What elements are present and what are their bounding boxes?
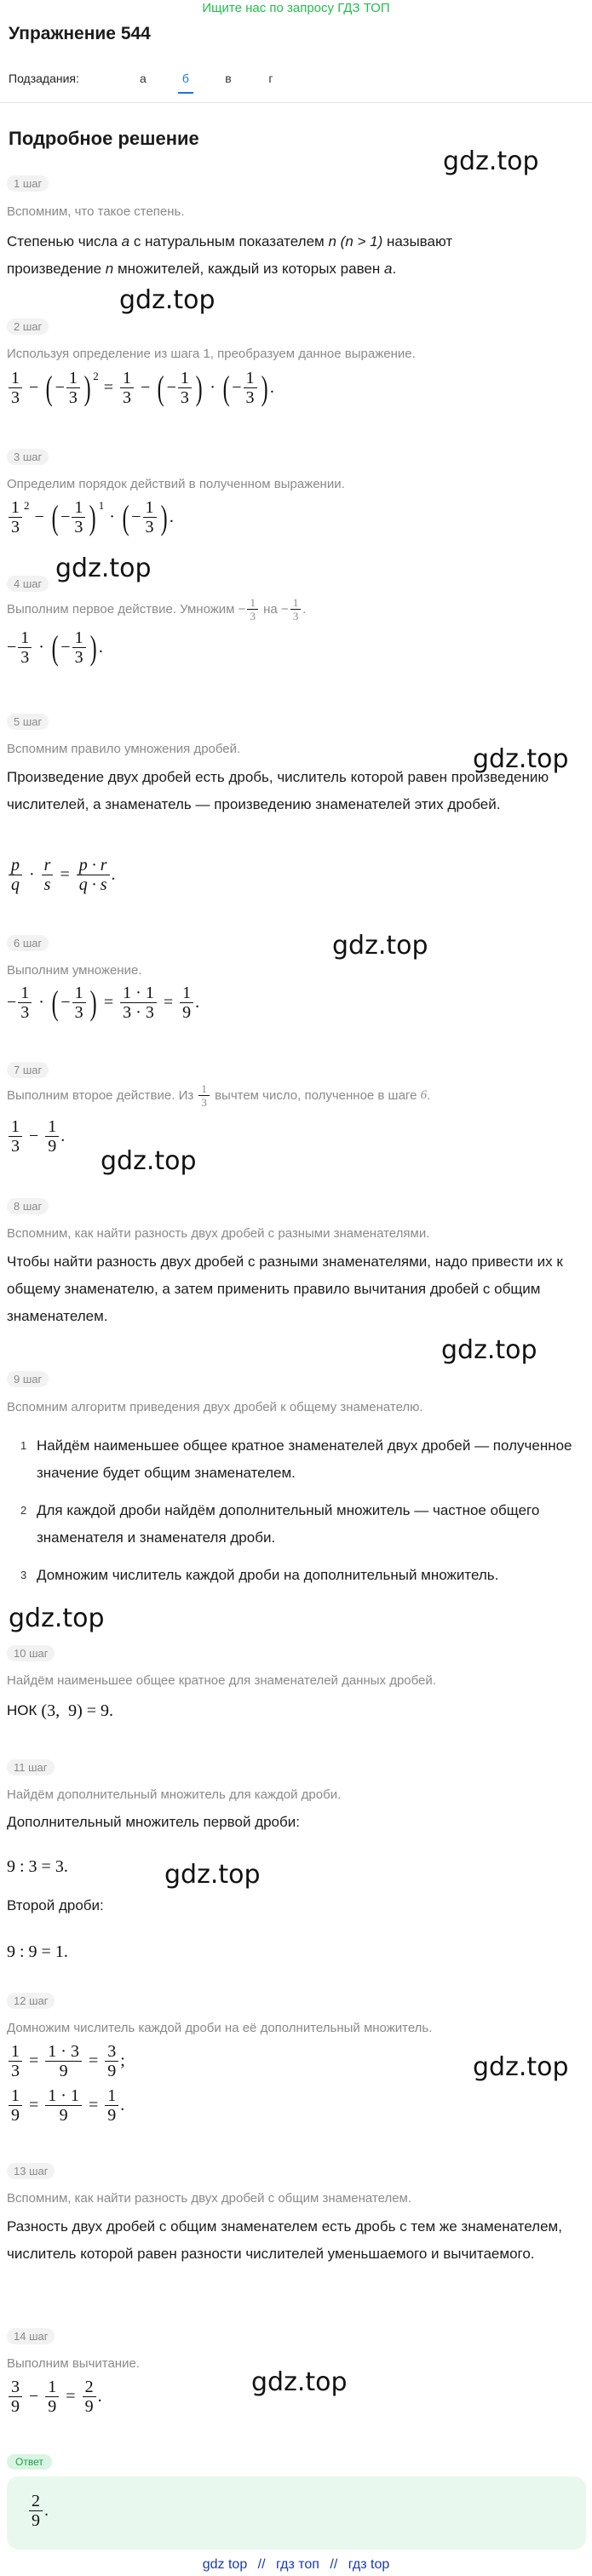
step-text: Дополнительный множитель первой дроби: [7, 1814, 300, 1830]
step-badge: 8 шаг [7, 1198, 49, 1214]
list-item: 3 Домножим числитель каждой дроби на дополнительный множитель. [20, 1567, 499, 1583]
formula: 1 3 − $\frac{1}{9}$ . [7, 1117, 65, 1156]
search-banner[interactable]: Ищите нас по запросу ГДЗ ТОП [202, 1, 390, 15]
formula: − 1 3 · ( − 1 3 ) . [7, 628, 103, 667]
answer-formula: 2 9 . [27, 2492, 49, 2530]
footer-link[interactable]: гдз top [348, 2557, 390, 2572]
footer-separator: // [257, 2557, 266, 2572]
step-badge: 10 шаг [7, 1645, 55, 1661]
step-hint: Вспомним правило умножения дробей. [7, 742, 241, 756]
watermark: gdz.top [473, 744, 569, 774]
step-hint: Выполним вычитание. [7, 2356, 140, 2371]
tab-b[interactable]: б [164, 72, 207, 85]
tab-g[interactable]: г [268, 72, 273, 85]
step-badge: 12 шаг [7, 1993, 55, 2009]
formula: 9 : 9 = 1. [7, 1942, 68, 1961]
formula: $\frac{1}{3}$ = $\frac{1 \cdot 3}{9}$ = $\frac{3}{9}$ ; [7, 2042, 125, 2080]
list-item: 2 Для каждой дроби найдём дополнительный множитель — частное общего знаменателя и знаменателя дроби. [20, 1502, 540, 1546]
watermark: gdz.top [251, 2367, 348, 2397]
divider [0, 102, 592, 103]
step-hint: Выполним второе действие. Из 1 3 вычтем число, полученное в шаге 6 . [7, 1082, 431, 1109]
step-badge: 9 шаг [7, 1371, 49, 1387]
step-hint: Определим порядок действий в полученном выражении. [7, 477, 345, 491]
subtasks-label: Подзадания: [9, 72, 79, 85]
step-badge: 5 шаг [7, 714, 49, 730]
step-hint: Вспомним, как найти разность двух дробей с разными знаменателями. [7, 1226, 430, 1241]
watermark: gdz.top [443, 146, 539, 176]
formula: − 1 3 · ( − 1 3 ) = $\frac{1 \cdot 1}{3 \cdot 3}$ = $\frac{1}{9}$ . [7, 983, 200, 1022]
tab-a[interactable]: а [140, 72, 147, 85]
step-hint: Используя определение из шага 1, преобразуем данное выражение. [7, 347, 416, 361]
step-hint: Найдём дополнительный множитель для каждой дроби. [7, 1787, 342, 1802]
watermark: gdz.top [164, 1860, 261, 1890]
step-hint: Найдём наименьшее общее кратное для знаменателей данных дробей. [7, 1673, 436, 1688]
watermark: gdz.top [9, 1604, 105, 1633]
step-badge: 7 шаг [7, 1062, 49, 1078]
step-hint: Вспомним, как найти разность двух дробей с общим знаменателем. [7, 2191, 412, 2206]
step-hint: Выполним умножение. [7, 963, 142, 978]
step-badge: 2 шаг [7, 318, 49, 335]
step-badge: 4 шаг [7, 576, 49, 592]
watermark: gdz.top [332, 931, 428, 961]
step-badge: 13 шаг [7, 2163, 55, 2179]
formula: 1 3 2 − ( − 1 3 ) 1 · ( − 1 3 ) . [7, 498, 174, 536]
footer-links [0, 2557, 592, 2573]
list-item: 1 Найдём наименьшее общее кратное знаменателей двух дробей — полученное значение будет общим знаменателем. [20, 1437, 572, 1481]
watermark: gdz.top [119, 285, 216, 315]
step-text: Степенью числа a с натуральным показателем n (n > 1) называют произведение n множителей, каждый из которых равен a. [7, 233, 453, 277]
step-badge: 11 шаг [7, 1759, 55, 1776]
step-text: Чтобы найти разность двух дробей с разными знаменателями, надо привести их к общему знаменателю, а затем применить правило вычитания дробей с общим знаменателем. [7, 1254, 563, 1324]
step-text: Разность двух дробей с общим знаменателем есть дробь с тем же знаменателем, числитель которой равен разности числителей уменьшаемого и вычитаемого. [7, 2218, 562, 2262]
step-badge: 1 шаг [7, 175, 49, 192]
step-hint: Выполним первое действие. Умножим − 1 3 на − 1 3 . [7, 596, 307, 622]
watermark: gdz.top [473, 2052, 569, 2082]
step-badge: 6 шаг [7, 935, 49, 951]
answer-label: Ответ [7, 2454, 52, 2470]
step-hint: Домножим числитель каждой дроби на её дополнительный множитель. [7, 2021, 433, 2035]
subtask-tabs [9, 72, 292, 85]
footer-separator: // [330, 2557, 338, 2572]
step-hint: Вспомним алгоритм приведения двух дробей к общему знаменателю. [7, 1400, 423, 1414]
formula: 1 3 − ( − 1 3 ) 2 = $\frac{1}{3}$ − ( − 1 3 ) · ( − 1 3 ) . [7, 369, 274, 407]
watermark: gdz.top [441, 1335, 537, 1365]
page-title: Упражнение 544 [9, 24, 151, 43]
step-badge: 14 шаг [7, 2328, 55, 2344]
step-badge: 3 шаг [7, 449, 49, 465]
step-text: Произведение двух дробей есть дробь, числитель которой равен произведению числителей, а знаменатель — произведению знаменателей этих дробей. [7, 769, 549, 812]
formula: $\frac{1}{9}$ = $\frac{1 \cdot 1}{9}$ = $\frac{1}{9}$ . [7, 2086, 124, 2125]
step-hint: Вспомним, что такое степень. [7, 204, 185, 219]
watermark: gdz.top [101, 1146, 197, 1176]
footer-link[interactable]: gdz top [202, 2557, 248, 2572]
formula: p q · $\frac{r}{s}$ = $\frac{p \cdot r}{q \cdot s}$ . [7, 856, 116, 894]
step-text: Второй дроби: [7, 1897, 104, 1913]
footer-link[interactable]: гдз топ [276, 2557, 319, 2572]
formula: 3 9 − $\frac{1}{9}$ = $\frac{2}{9}$ . [7, 2378, 102, 2416]
solution-heading: Подробное решение [9, 128, 199, 149]
tab-v[interactable]: в [225, 72, 232, 85]
algorithm-list [7, 1432, 586, 1599]
watermark: gdz.top [55, 554, 152, 583]
formula: 9 : 3 = 3. [7, 1856, 68, 1876]
answer-box [7, 2476, 586, 2550]
formula: НОК (3, 9) = 9. [7, 1701, 114, 1720]
